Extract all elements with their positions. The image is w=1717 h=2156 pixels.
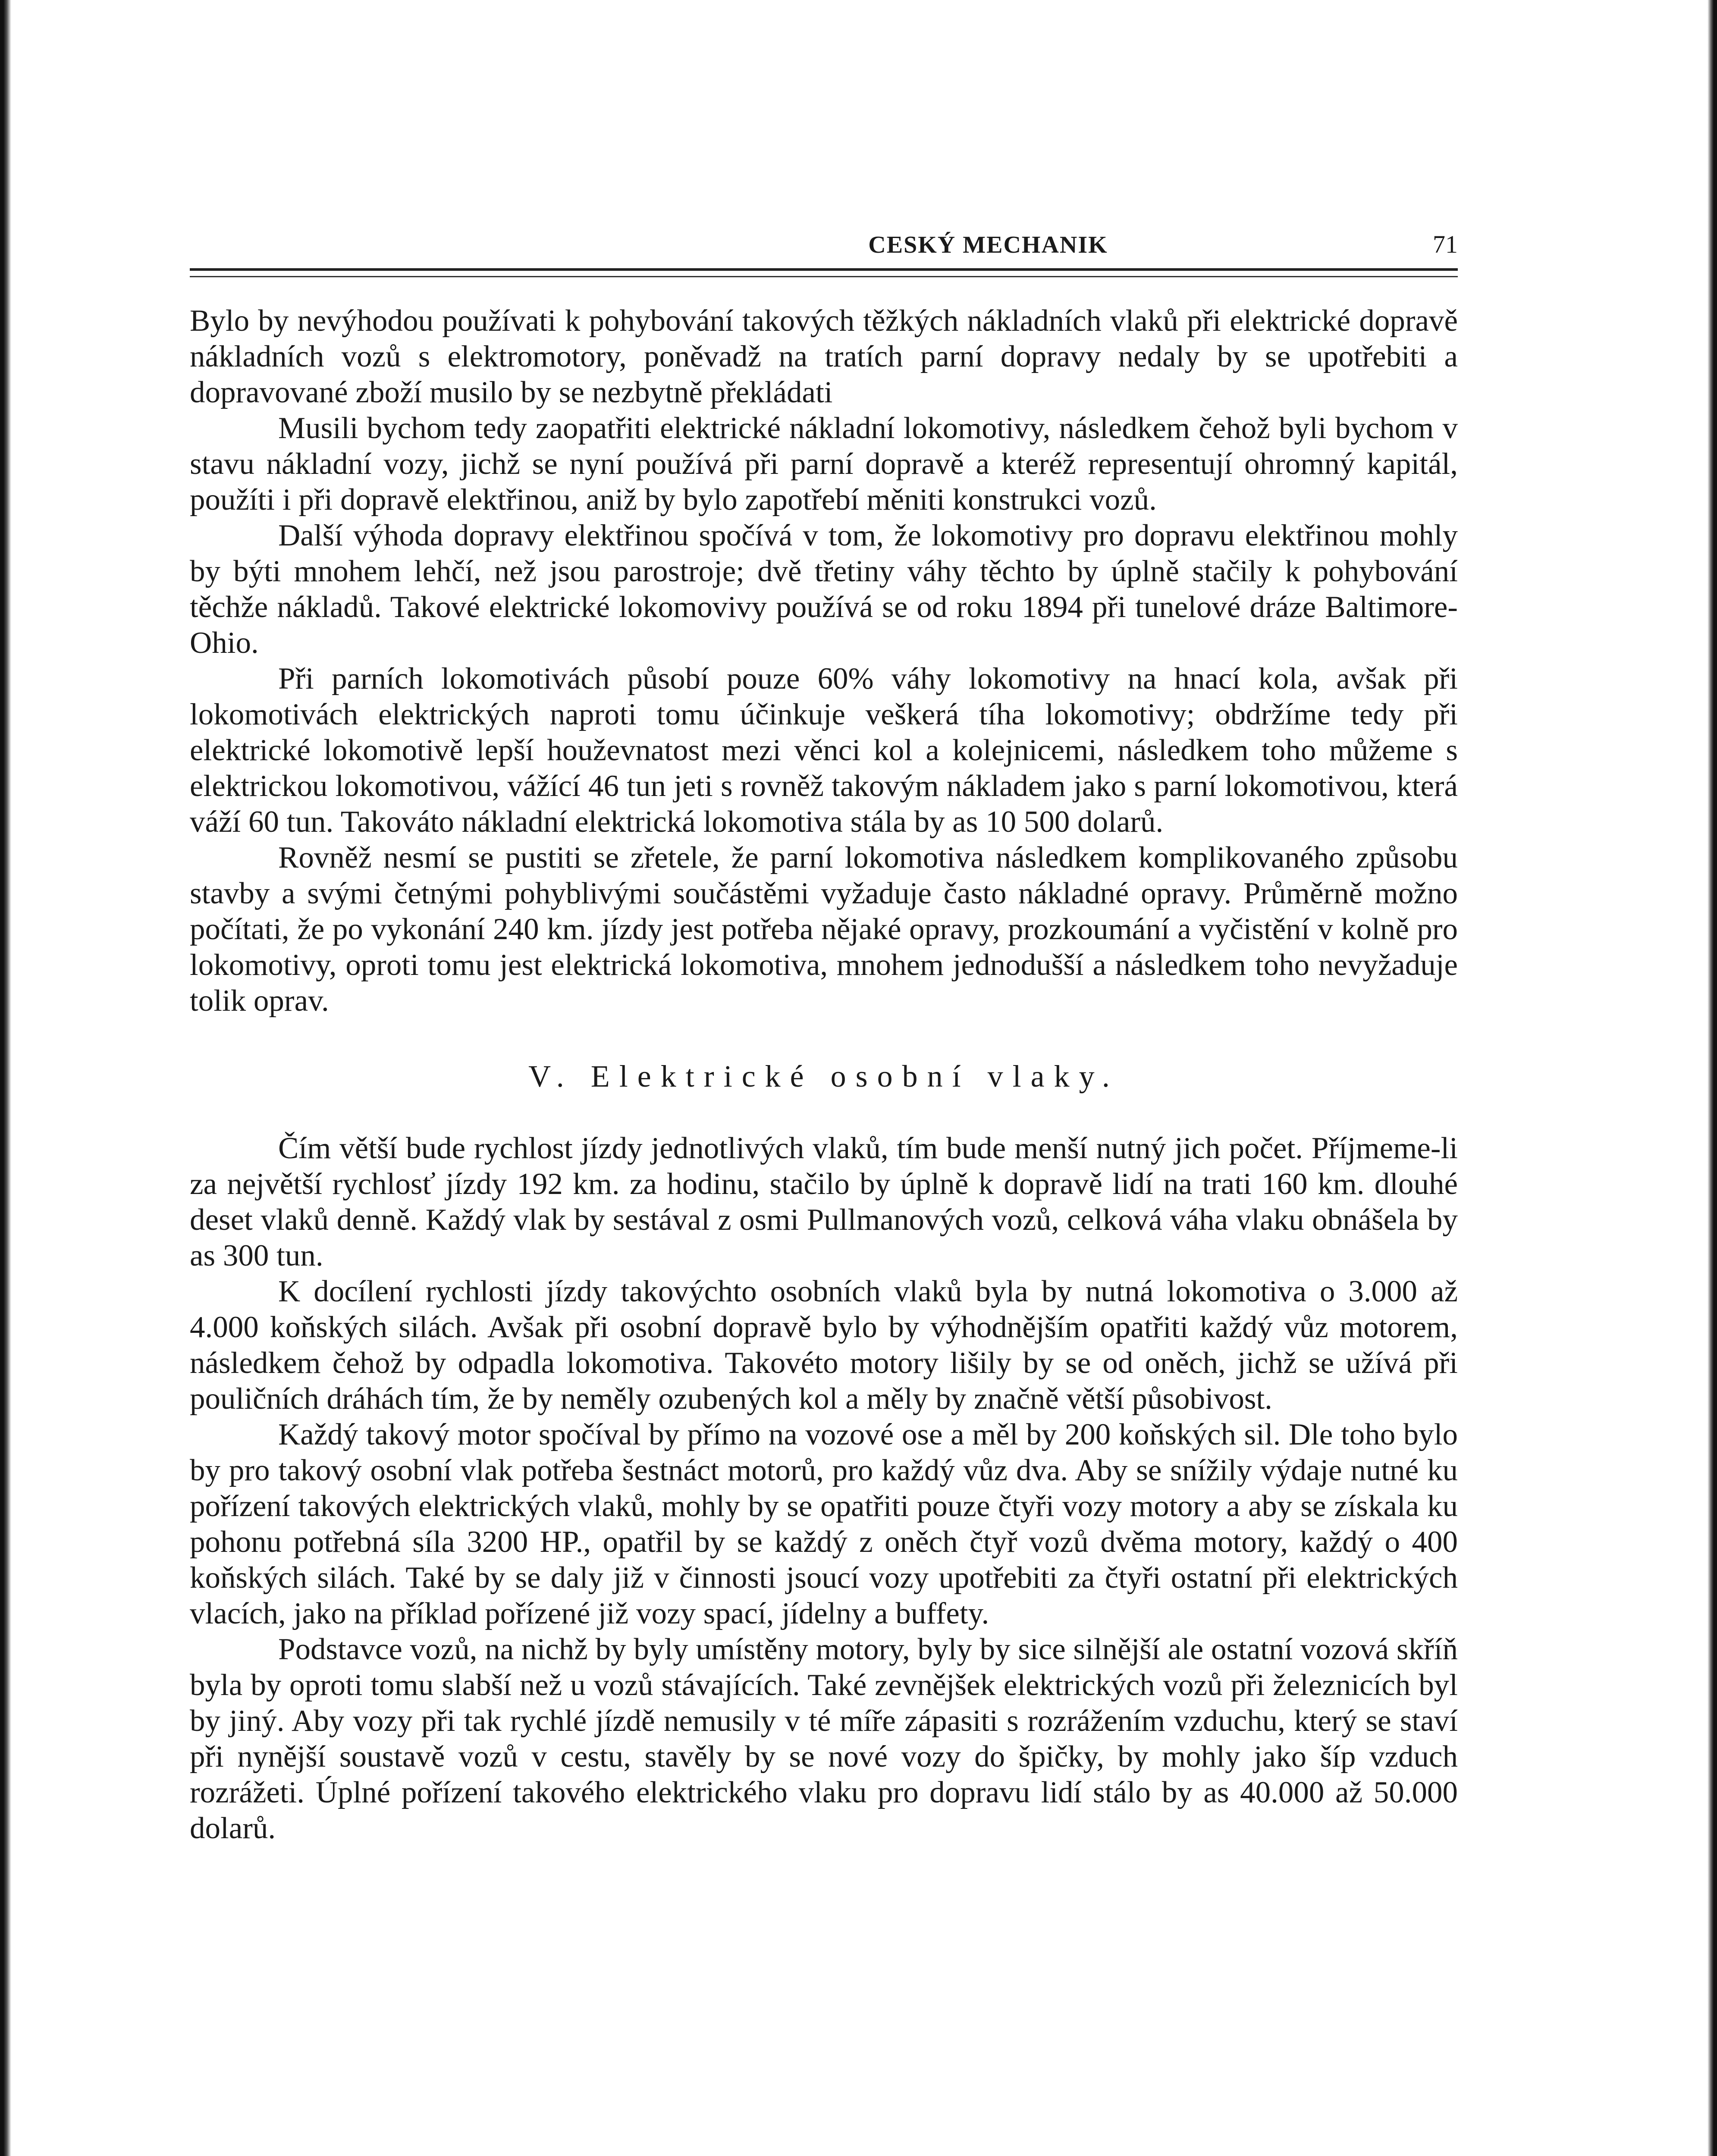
paragraph: K docílení rychlosti jízdy takovýchto osobních vlaků byla by nutná lokomotiva o 3.000 až 4.000 koňských silách. Avšak při osobní dopravě bylo by výhodnějším opatřiti každý vůz motorem, následkem čehož by odpadla lokomotiva. Takovéto motory lišily by se od oněch, jichž se užívá při pouličních dráhách tím, že by neměly ozubených kol a měly by značně větší působivost. (190, 1275, 1458, 1416)
paragraph: Rovněž nesmí se pustiti se zřetele, že parní lokomotiva následkem komplikovaného způsobu stavby a svými četnými pohyblivými součástěmi vyžaduje často nákladné opravy. Průměrně možno počítati, že po vykonání 240 km. jízdy jest potřeba nějaké opravy, prozkoumání a vyčistění v kolně pro lokomotivy, oproti tomu jest elektrická lokomotiva, mnohem jednodušší a následkem toho nevyžaduje tolik oprav. (190, 841, 1458, 1018)
page-number: 71 (1432, 230, 1458, 258)
page-header (190, 224, 1458, 259)
scan-edge-left (0, 0, 11, 2156)
paragraph: Podstavce vozů, na nichž by byly umístěny motory, byly by sice silnější ale ostatní vozová skříň byla by oproti tomu slabší než u vozů stávajících. Také zevnějšek elektrických vozů při železnicích byl by jiný. Aby vozy při tak rychlé jízdě nemusily v té míře zápasiti s rozrážením vzduchu, který se staví při nynější soustavě vozů v cestu, stavěly by se nové vozy do špičky, by mohly jako šíp vzduch rozrážeti. Úplné pořízení takového elektrického vlaku pro dopravu lidí stálo by as 40.000 až 50.000 dolarů. (190, 1633, 1458, 1845)
paragraph: Každý takový motor spočíval by přímo na vozové ose a měl by 200 koňských sil. Dle toho bylo by pro takový osobní vlak potřeba šestnáct motorů, pro každý vůz dva. Aby se snížily výdaje nutné ku pořízení takových elektrických vlaků, mohly by se opatřiti pouze čtyři vozy motory a aby se získala ku pohonu potřebná síla 3200 HP., opatřil by se každý z oněch čtyř vozů dvěma motory, každý o 400 koňských silách. Také by se daly již v činnosti jsoucí vozy upotřebiti za čtyři ostatní při elektrických vlacích, jako na příklad pořízené již vozy spací, jídelny a buffety. (190, 1418, 1458, 1630)
page (190, 224, 1458, 1846)
section-heading: V. Elektrické osobní vlaky. (528, 1059, 1119, 1094)
paragraph: Další výhoda dopravy elektřinou spočívá v tom, že lokomotivy pro dopravu elektřinou mohly by býti mnohem lehčí, než jsou parostroje; dvě třetiny váhy těchto by úplně stačily k pohybování těchže nákladů. Takové elektrické lokomovivy používá se od roku 1894 při tunelové dráze Baltimore-Ohio. (190, 519, 1458, 660)
paragraph: Bylo by nevýhodou používati k pohybování takových těžkých nákladních vlaků při elektrické dopravě nákladních vozů s elektromotory, poněvadž na tratích parní dopravy nedaly by se upotřebiti a dopravované zboží musilo by se nezbytně překládati (190, 304, 1458, 409)
header-rule-thick (190, 268, 1458, 271)
scan-edge-right (1708, 0, 1717, 2156)
paragraph: Čím větší bude rychlost jízdy jednotlivých vlaků, tím bude menší nutný jich počet. Příjmeme-li za největší rychlosť jízdy 192 km. za hodinu, stačilo by úplně k dopravě lidí na trati 160 km. dlouhé deset vlaků denně. Každý vlak by sestával z osmi Pullmanových vozů, celková váha vlaku obnášela by as 300 tun. (190, 1131, 1458, 1272)
paragraph: Musili bychom tedy zaopatřiti elektrické nákladní lokomotivy, následkem čehož byli bychom v stavu nákladní vozy, jichž se nyní používá při parní dopravě a kteréž representují ohromný kapitál, použíti i při dopravě elektřinou, aniž by bylo zapotřebí měniti konstrukci vozů. (190, 411, 1458, 517)
paragraph: Při parních lokomotivách působí pouze 60% váhy lokomotivy na hnací kola, avšak při lokomotivách elektrických naproti tomu účinkuje veškerá tíha lokomotivy; obdržíme tedy při elektrické lokomotivě lepší houževnatost mezi věnci kol a kolejnicemi, následkem toho můžeme s elektrickou lokomotivou, vážící 46 tun jeti s rovněž takovým nákladem jako s parní lokomotivou, která váží 60 tun. Takováto nákladní elektrická lokomotiva stála by as 10 500 dolarů. (190, 662, 1458, 839)
header-rule-thin (190, 276, 1458, 277)
running-title: CESKÝ MECHANIK (868, 232, 1108, 258)
body-text (190, 303, 1458, 1846)
